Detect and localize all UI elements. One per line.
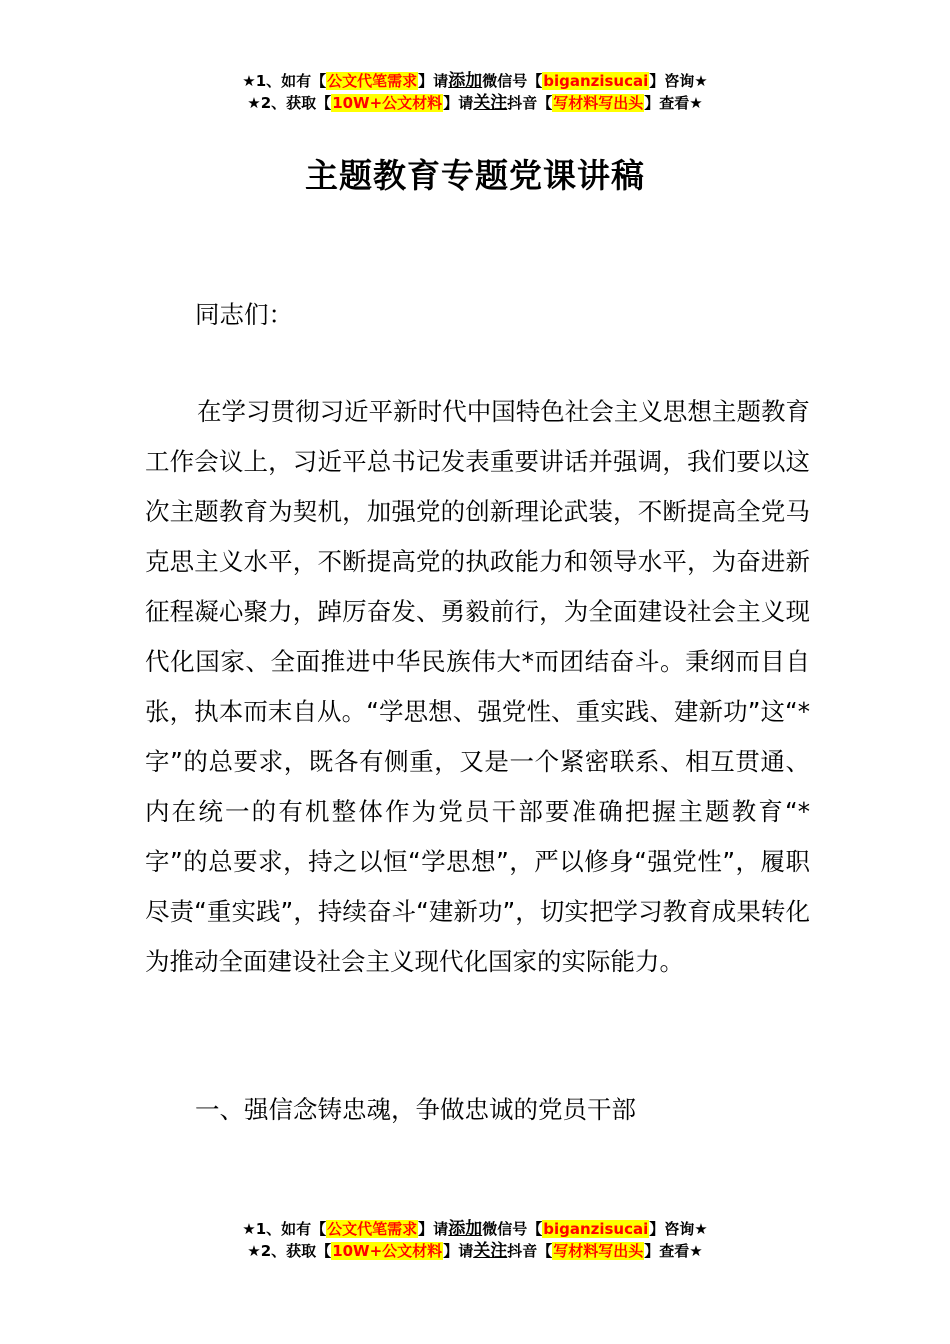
banner-text: 】请 [418, 1220, 449, 1238]
banner-underlined: 添加 [448, 71, 483, 91]
banner-text: 】咨询★ [649, 72, 708, 90]
greeting: 同志们： [195, 300, 293, 329]
header-banner [0, 70, 950, 114]
banner-text: ★2、获取【 [247, 1242, 332, 1260]
banner-text: 】请 [418, 72, 449, 90]
banner-underlined: 关注 [473, 1241, 508, 1261]
banner-line-1 [0, 70, 950, 92]
banner-text: ★1、如有【 [242, 72, 327, 90]
banner-highlight: 10W+公文材料 [332, 94, 443, 112]
document-title: 主题教育专题党课讲稿 [305, 156, 645, 195]
banner-line-1 [0, 1218, 950, 1240]
banner-text: 抖音【 [507, 1242, 553, 1260]
banner-text: 】咨询★ [649, 1220, 708, 1238]
banner-text: 】请 [443, 94, 474, 112]
banner-underlined: 添加 [448, 1219, 483, 1239]
banner-text: ★2、获取【 [247, 94, 332, 112]
footer-banner [0, 1218, 950, 1262]
banner-text: 】查看★ [644, 1242, 703, 1260]
banner-text: 抖音【 [507, 94, 553, 112]
banner-line-2 [0, 92, 950, 114]
banner-text: 】查看★ [644, 94, 703, 112]
banner-highlight: 公文代笔需求 [327, 1220, 418, 1238]
banner-underlined: 关注 [473, 93, 508, 113]
banner-text: 微信号【 [482, 72, 543, 90]
banner-highlight: 写材料写出头 [553, 1242, 644, 1260]
banner-highlight: biganzisucai [543, 1220, 649, 1238]
banner-line-2 [0, 1240, 950, 1262]
banner-text: 微信号【 [482, 1220, 543, 1238]
banner-text: 】请 [443, 1242, 474, 1260]
banner-highlight: 10W+公文材料 [332, 1242, 443, 1260]
banner-highlight: 写材料写出头 [553, 94, 644, 112]
banner-highlight: 公文代笔需求 [327, 72, 418, 90]
section-heading-1: 一、强信念铸忠魂，争做忠诚的党员干部 [195, 1095, 636, 1124]
paragraph-1: 在学习贯彻习近平新时代中国特色社会主义思想主题教育工作会议上，习近平总书记发表重要讲话并强调，我们要以这次主题教育为契机，加强党的创新理论武装，不断提高全党马克思主义水平，不断提高党的执政能力和领导水平，为奋进新征程凝心聚力，踔厉奋发、勇毅前行，为全面建设社会主义现代化国家、全面推进中华民族伟大*而团结奋斗。秉纲而目自张，执本而末自从。“学思想、强党性、重实践、建新功”这“*字”的总要求，既各有侧重，又是一个紧密联系、相互贯通、内在统一的有机整体作为党员干部要准确把握主题教育“*字”的总要求，持之以恒“学思想”，严以修身“强党性”，履职尽责“重实践”，持续奋斗“建新功”，切实把学习教育成果转化为推动全面建设社会主义现代化国家的实际能力。 [145, 397, 810, 976]
banner-text: ★1、如有【 [242, 1220, 327, 1238]
banner-highlight: biganzisucai [543, 72, 649, 90]
